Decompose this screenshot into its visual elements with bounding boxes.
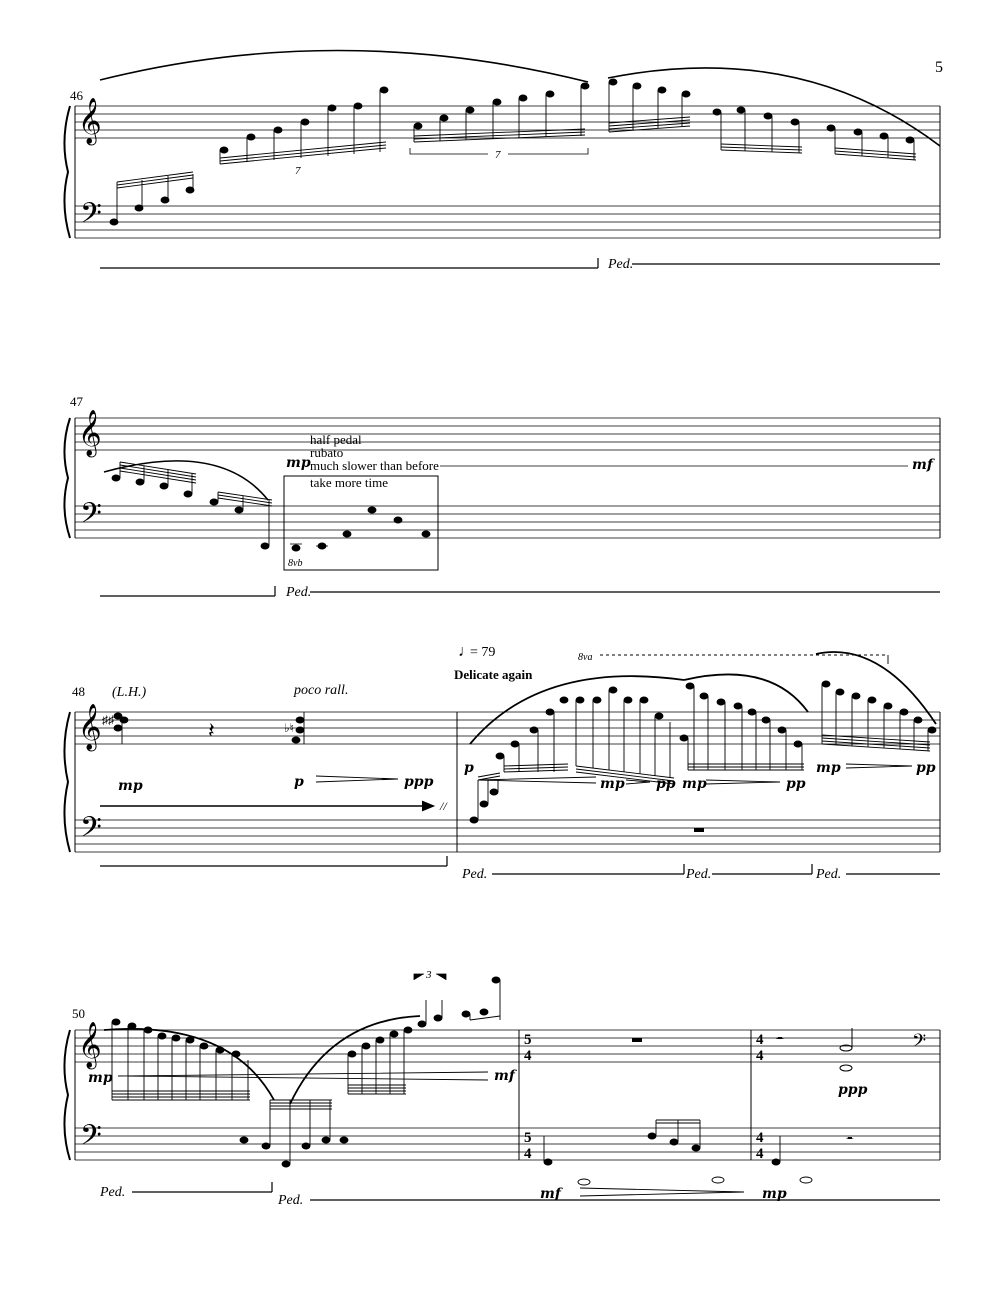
note-group [576,687,674,784]
note-group [609,79,690,132]
dynamic-mark: mp [118,778,143,794]
system-2 [64,410,940,596]
pedal-mark: Ped. [100,1185,126,1200]
pedal-mark: Ped. [278,1193,304,1208]
time-signature-bottom: 4 [756,1146,764,1162]
caesura: // [440,799,447,813]
bass-clef: 𝄢 [80,1121,102,1158]
system-1 [64,50,940,268]
chord [102,713,128,744]
pedal-mark: Ped. [686,867,712,882]
dynamic-mark: pp [916,760,936,776]
dynamic-mark: mp [88,1070,113,1086]
note-group [713,107,916,160]
brace [64,712,70,852]
note-glyph: ♩ [458,643,474,660]
brace [64,418,70,538]
expression-text: Delicate again [454,667,533,682]
clef-change-bass: 𝄢 [912,1030,927,1055]
pedal-mark: Ped. [816,867,842,882]
whole-rest [632,1038,642,1042]
dynamic-mark: mp [816,760,841,776]
measure-number: 47 [70,394,83,409]
bass-staff [75,506,940,538]
dynamic-mark: p [294,774,304,790]
chord [840,1028,852,1071]
dynamic-mark: mp [600,776,625,792]
brace [64,106,70,238]
whole-rest [694,828,704,832]
note-group [110,172,194,225]
tuplet-number: 7 [295,165,301,177]
note-group [240,1100,348,1167]
hairpin-crescendo [478,777,596,783]
svg-text:♭♮: ♭♮ [284,721,294,735]
ottava-bassa: 8vb [288,558,303,569]
slur [816,652,936,724]
dynamic-mark: pp [786,776,806,792]
tempo-text: poco rall. [294,683,349,698]
time-signature-bottom: 4 [524,1048,532,1064]
measure-number: 46 [70,88,83,103]
note-group [220,87,388,164]
note-group [822,681,936,751]
treble-staff [75,106,940,138]
bass-clef: 𝄢 [80,199,102,236]
note-group [410,83,589,154]
slur [470,676,684,744]
page-number: 5 [935,59,943,76]
treble-clef: 𝄞 [78,704,102,749]
pedal-mark: Ped. [286,585,312,600]
treble-staff [75,712,940,744]
time-signature-top: 5 [524,1032,532,1048]
tuplet-number: 3 [426,969,432,981]
treble-staff [75,418,940,450]
hairpin-decrescendo [706,780,780,784]
text-line: rubato [310,445,344,460]
hairpin-crescendo [118,1072,488,1080]
tempo-mark: = 79 [470,645,496,660]
hand-label: (L.H.) [112,685,147,700]
measure-number: 50 [72,1006,85,1021]
bass-clef: 𝄢 [80,499,102,536]
bass-staff [75,820,940,852]
ottava-alta: 8va [578,652,593,663]
dynamic-mark: mp [286,455,311,471]
phrase-box [284,476,438,570]
bass-staff [75,206,940,238]
treble-clef: 𝄞 [78,1022,102,1067]
time-signature-top: 4 [756,1130,764,1146]
brace [64,1030,70,1160]
dynamic-mark: mf [912,457,933,473]
dynamic-mark: p [464,760,474,776]
dynamic-mark: ppp [404,774,434,790]
dynamic-mark: ppp [838,1082,868,1098]
hairpin-decrescendo [580,1188,744,1196]
measure-number: 48 [72,684,85,699]
note-group [772,1136,812,1183]
dynamic-mark: mf [540,1186,561,1202]
time-signature-top: 5 [524,1130,532,1146]
note-group [680,683,804,770]
system-3 [64,652,940,874]
time-signature-top: 4 [756,1032,764,1048]
note-group [112,462,272,549]
note-group [470,697,568,823]
note-group [544,1120,724,1185]
dynamic-mark: mp [762,1186,787,1202]
treble-clef: 𝄞 [78,98,102,143]
note-group [112,1019,250,1100]
dynamic-mark: pp [656,776,676,792]
tuplet-number: 7 [495,149,501,161]
bass-clef: 𝄢 [80,813,102,850]
system-4 [64,974,940,1200]
note-group [414,974,500,1027]
hairpin-decrescendo [316,776,398,782]
arrow-head [422,801,434,811]
half-rest: 𝄼 [776,1029,784,1051]
hairpin-decrescendo [846,764,912,768]
text-line: half pedal [310,432,362,447]
bass-staff [75,1128,940,1160]
pedal-mark: Ped. [608,257,634,272]
time-signature-bottom: 4 [756,1048,764,1064]
note-group [348,1027,412,1094]
quarter-rest: 𝄽 [208,718,215,743]
slur [100,50,588,82]
treble-clef: 𝄞 [78,410,102,455]
time-signature-bottom: 4 [524,1146,532,1162]
pedal-mark: Ped. [462,867,488,882]
dynamic-mark: mp [682,776,707,792]
dynamic-mark: mf [494,1068,515,1084]
text-line: much slower than before [310,458,439,473]
text-line: take more time [310,475,388,490]
half-rest: 𝄼 [846,1129,854,1151]
svg-text:♯♯: ♯♯ [102,713,114,727]
